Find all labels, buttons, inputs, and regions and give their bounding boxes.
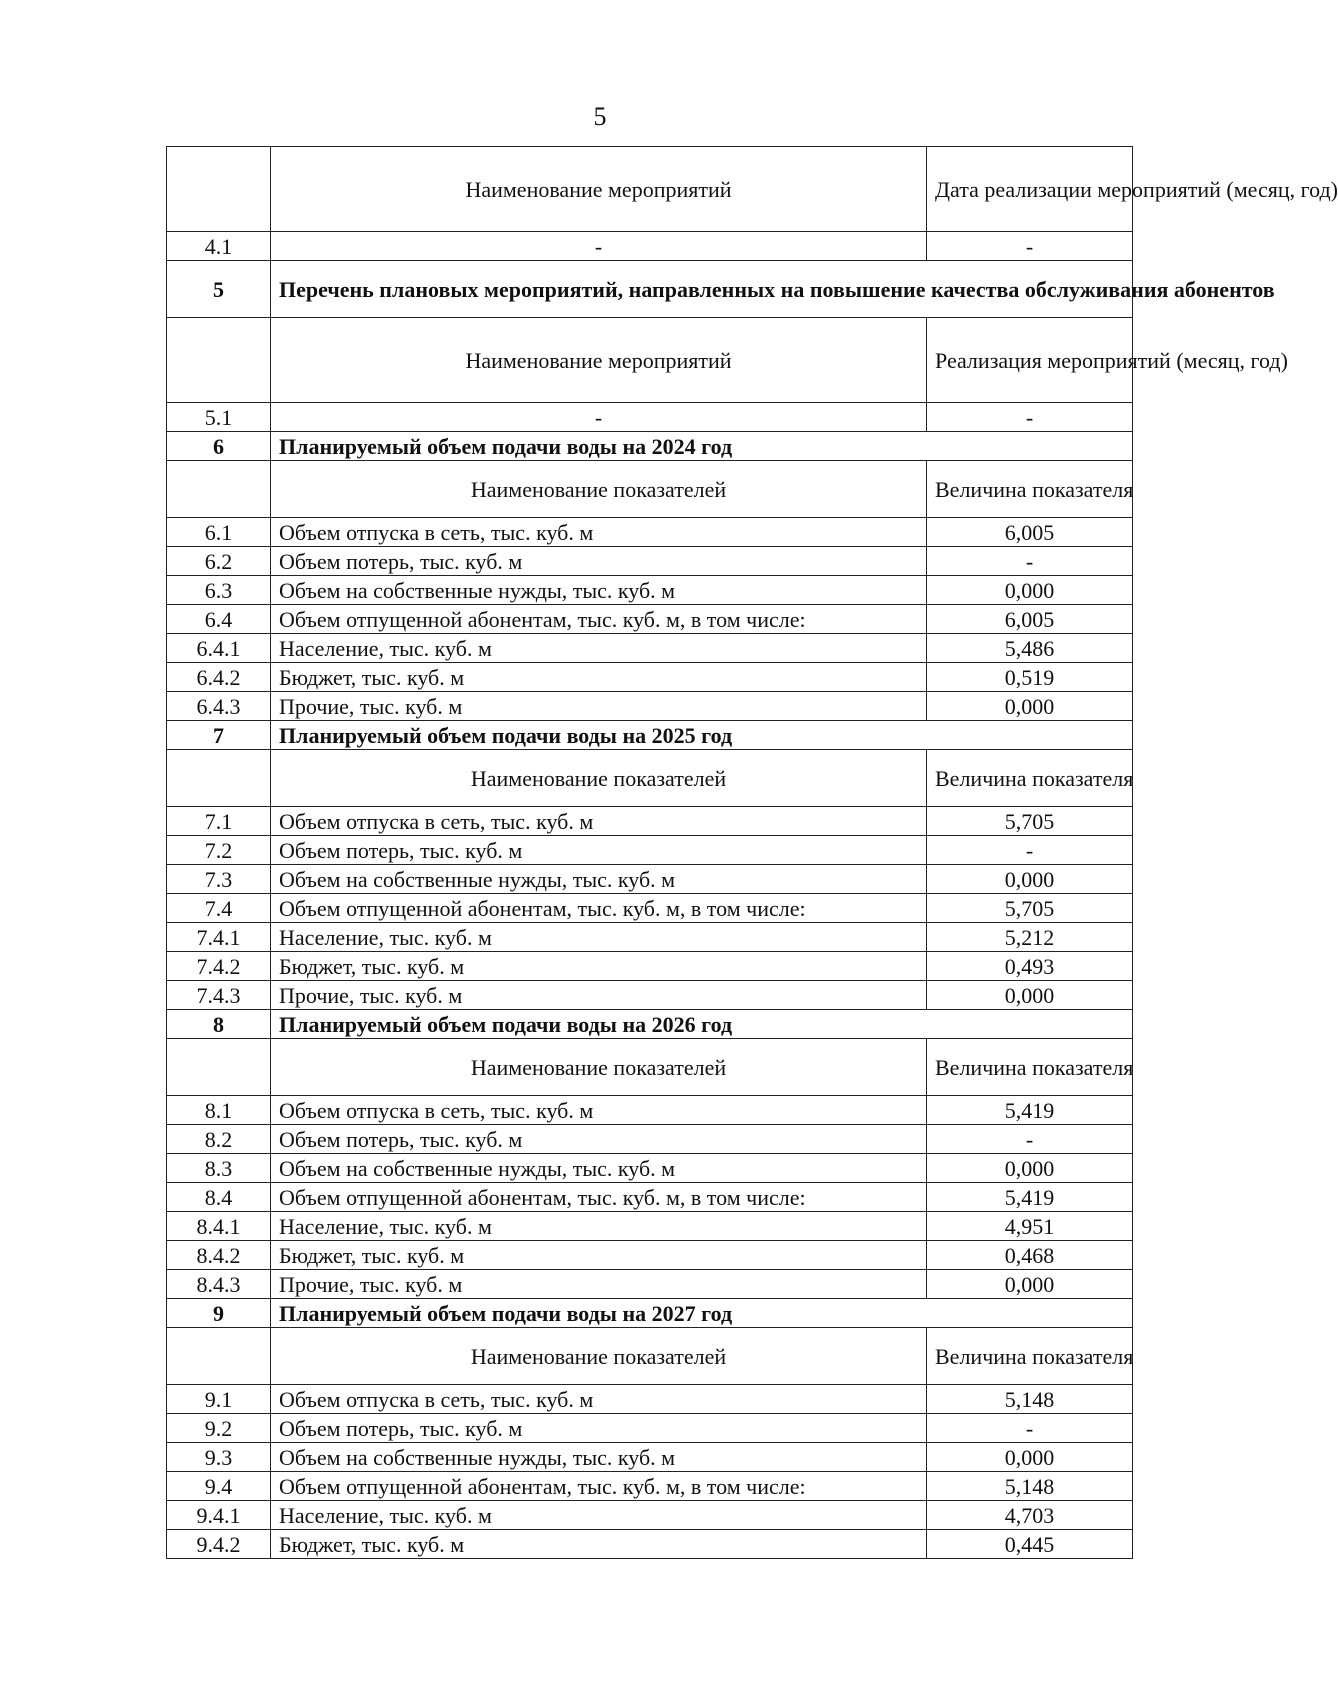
section-title-row (167, 721, 1133, 750)
row-value: 5,419 (927, 1183, 1133, 1212)
row-value: 0,519 (927, 663, 1133, 692)
row-value: 6,005 (927, 605, 1133, 634)
row-value: - (927, 1125, 1133, 1154)
section-header-row (167, 1328, 1133, 1385)
row-number: 7.1 (167, 807, 271, 836)
section-number: 8 (167, 1010, 271, 1039)
row-number: 7.4 (167, 894, 271, 923)
row-name: Объем отпуска в сеть, тыс. куб. м (271, 1385, 927, 1414)
row-number: 8.4.3 (167, 1270, 271, 1299)
row-value: 5,705 (927, 894, 1133, 923)
section-title: Планируемый объем подачи воды на 2025 год (271, 721, 1133, 750)
table-row (167, 1443, 1133, 1472)
table-row (167, 1096, 1133, 1125)
row-number: 4.1 (167, 232, 271, 261)
row-value: 0,000 (927, 576, 1133, 605)
section-title: Перечень плановых мероприятий, направленных на повышение качества обслуживания абонентов (271, 261, 1133, 318)
table-row (167, 1183, 1133, 1212)
row-number: 8.4.2 (167, 1241, 271, 1270)
row-name: - (271, 403, 927, 432)
header-name-cell: Наименование показателей (271, 1039, 927, 1096)
row-number: 9.4.2 (167, 1530, 271, 1559)
table-row (167, 1385, 1133, 1414)
section-header-row (167, 318, 1133, 403)
table-body (167, 147, 1338, 1559)
row-number: 6.2 (167, 547, 271, 576)
row-number: 6.4.2 (167, 663, 271, 692)
row-name: Бюджет, тыс. куб. м (271, 1241, 927, 1270)
row-value: 6,005 (927, 518, 1133, 547)
row-name: Объем на собственные нужды, тыс. куб. м (271, 576, 927, 605)
section-title-row (167, 261, 1133, 318)
row-name: Бюджет, тыс. куб. м (271, 663, 927, 692)
table-row (167, 576, 1133, 605)
table-row (167, 232, 1133, 261)
row-value: 4,703 (927, 1501, 1133, 1530)
row-number: 9.1 (167, 1385, 271, 1414)
row-number: 9.4 (167, 1472, 271, 1501)
row-number: 6.4 (167, 605, 271, 634)
row-number: 6.1 (167, 518, 271, 547)
row-number: 6.3 (167, 576, 271, 605)
row-name: Объем отпуска в сеть, тыс. куб. м (271, 1096, 927, 1125)
header-value-cell: Величина показателя (927, 1328, 1133, 1385)
row-name: Прочие, тыс. куб. м (271, 692, 927, 721)
row-value: 0,000 (927, 692, 1133, 721)
row-value: 5,148 (927, 1385, 1133, 1414)
row-name: Объем отпущенной абонентам, тыс. куб. м, в том числе: (271, 1472, 927, 1501)
header-num-cell (167, 318, 271, 403)
row-value: - (927, 836, 1133, 865)
header-value-cell: Величина показателя (927, 1039, 1133, 1096)
section-title-row (167, 432, 1133, 461)
row-name: Население, тыс. куб. м (271, 1501, 927, 1530)
row-number: 6.4.3 (167, 692, 271, 721)
row-number: 9.3 (167, 1443, 271, 1472)
row-value: - (927, 1414, 1133, 1443)
table-row (167, 865, 1133, 894)
row-name: Население, тыс. куб. м (271, 923, 927, 952)
row-value: 5,486 (927, 634, 1133, 663)
row-value: 0,468 (927, 1241, 1133, 1270)
row-value: 0,493 (927, 952, 1133, 981)
table-row (167, 1270, 1133, 1299)
row-value: 5,212 (927, 923, 1133, 952)
row-name: Прочие, тыс. куб. м (271, 981, 927, 1010)
row-name: Объем отпуска в сеть, тыс. куб. м (271, 807, 927, 836)
row-number: 8.1 (167, 1096, 271, 1125)
table-row (167, 981, 1133, 1010)
row-value: - (927, 403, 1133, 432)
section-header-row (167, 1039, 1133, 1096)
header-name-cell: Наименование показателей (271, 461, 927, 518)
row-name: Прочие, тыс. куб. м (271, 1270, 927, 1299)
row-number: 7.4.3 (167, 981, 271, 1010)
row-number: 7.2 (167, 836, 271, 865)
row-number: 8.3 (167, 1154, 271, 1183)
row-name: Объем отпуска в сеть, тыс. куб. м (271, 518, 927, 547)
row-number: 8.4 (167, 1183, 271, 1212)
table-row (167, 518, 1133, 547)
header-num-cell (167, 750, 271, 807)
row-value: 4,951 (927, 1212, 1133, 1241)
table-header-row (167, 147, 1133, 232)
row-name: - (271, 232, 927, 261)
row-name: Объем на собственные нужды, тыс. куб. м (271, 1443, 927, 1472)
row-number: 6.4.1 (167, 634, 271, 663)
page-number: 5 (593, 102, 607, 131)
section-title-row (167, 1010, 1133, 1039)
row-name: Объем потерь, тыс. куб. м (271, 1125, 927, 1154)
section-header-row (167, 461, 1133, 518)
header-num-cell (167, 461, 271, 518)
row-name: Население, тыс. куб. м (271, 634, 927, 663)
header-date-cell: Дата реализации мероприятий (месяц, год) (927, 147, 1133, 232)
table-row (167, 807, 1133, 836)
header-name-cell: Наименование показателей (271, 1328, 927, 1385)
row-number: 8.4.1 (167, 1212, 271, 1241)
table-row (167, 663, 1133, 692)
row-value: - (927, 547, 1133, 576)
section-number: 5 (167, 261, 271, 318)
table-row (167, 836, 1133, 865)
header-num-cell (167, 147, 271, 232)
row-number: 9.4.1 (167, 1501, 271, 1530)
row-number: 9.2 (167, 1414, 271, 1443)
header-value-cell: Величина показателя (927, 750, 1133, 807)
header-value-cell: Величина показателя (927, 461, 1133, 518)
row-value: 0,000 (927, 1270, 1133, 1299)
section-header-row (167, 750, 1133, 807)
row-name: Бюджет, тыс. куб. м (271, 1530, 927, 1559)
row-name: Объем отпущенной абонентам, тыс. куб. м, в том числе: (271, 894, 927, 923)
table-row (167, 923, 1133, 952)
table-row (167, 403, 1133, 432)
row-value: 5,419 (927, 1096, 1133, 1125)
table-row (167, 547, 1133, 576)
header-num-cell (167, 1039, 271, 1096)
section-number: 6 (167, 432, 271, 461)
row-number: 7.4.1 (167, 923, 271, 952)
header-name-cell: Наименование показателей (271, 750, 927, 807)
row-name: Объем на собственные нужды, тыс. куб. м (271, 865, 927, 894)
row-name: Население, тыс. куб. м (271, 1212, 927, 1241)
table-row (167, 692, 1133, 721)
measures-table (166, 146, 1338, 1559)
table-row (167, 1530, 1133, 1559)
table-row (167, 1414, 1133, 1443)
row-name: Объем отпущенной абонентам, тыс. куб. м, в том числе: (271, 605, 927, 634)
row-value: - (927, 232, 1133, 261)
section-number: 7 (167, 721, 271, 750)
row-name: Объем на собственные нужды, тыс. куб. м (271, 1154, 927, 1183)
header-value-cell: Реализация мероприятий (месяц, год) (927, 318, 1133, 403)
header-num-cell (167, 1328, 271, 1385)
row-value: 5,148 (927, 1472, 1133, 1501)
section-title: Планируемый объем подачи воды на 2027 год (271, 1299, 1133, 1328)
header-name-cell: Наименование мероприятий (271, 147, 927, 232)
row-name: Объем потерь, тыс. куб. м (271, 836, 927, 865)
row-name: Бюджет, тыс. куб. м (271, 952, 927, 981)
row-number: 5.1 (167, 403, 271, 432)
table-row (167, 952, 1133, 981)
section-number: 9 (167, 1299, 271, 1328)
row-name: Объем потерь, тыс. куб. м (271, 547, 927, 576)
section-title: Планируемый объем подачи воды на 2026 год (271, 1010, 1133, 1039)
table-row (167, 1241, 1133, 1270)
row-value: 0,445 (927, 1530, 1133, 1559)
table-row (167, 1501, 1133, 1530)
row-name: Объем потерь, тыс. куб. м (271, 1414, 927, 1443)
row-name: Объем отпущенной абонентам, тыс. куб. м, в том числе: (271, 1183, 927, 1212)
row-number: 7.3 (167, 865, 271, 894)
row-number: 7.4.2 (167, 952, 271, 981)
row-value: 5,705 (927, 807, 1133, 836)
table-row (167, 1154, 1133, 1183)
table-row (167, 894, 1133, 923)
header-name-cell: Наименование мероприятий (271, 318, 927, 403)
table-row (167, 605, 1133, 634)
row-value: 0,000 (927, 1443, 1133, 1472)
table-row (167, 1125, 1133, 1154)
table-row (167, 1212, 1133, 1241)
table-row (167, 634, 1133, 663)
row-value: 0,000 (927, 981, 1133, 1010)
row-number: 8.2 (167, 1125, 271, 1154)
row-value: 0,000 (927, 865, 1133, 894)
row-value: 0,000 (927, 1154, 1133, 1183)
section-title-row (167, 1299, 1133, 1328)
table-row (167, 1472, 1133, 1501)
section-title: Планируемый объем подачи воды на 2024 год (271, 432, 1133, 461)
